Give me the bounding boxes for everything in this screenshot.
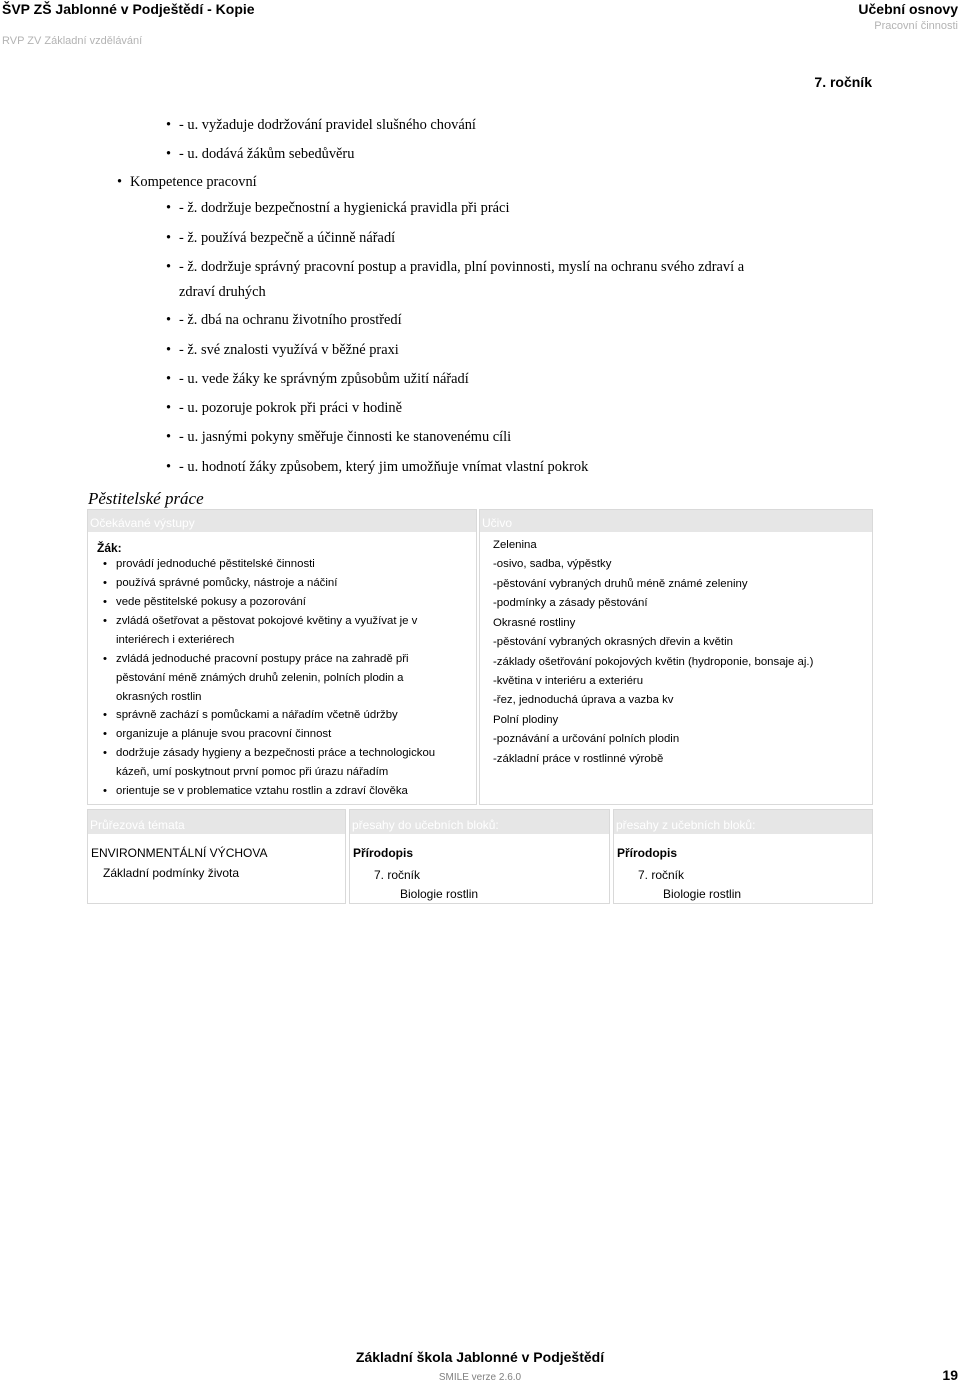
bullet-icon: • — [166, 312, 172, 328]
bullet-icon: • — [103, 709, 107, 721]
list-item: • - u. jasnými pokyny směřuje činnosti ke stanovenému cíli — [179, 425, 511, 449]
content-item: -základy ošetřování pokojových květin (hydroponie, bonsaje aj.) — [493, 656, 814, 668]
list-item: • - u. hodnotí žáky způsobem, který jim umožňuje vnímat vlastní pokrok — [179, 455, 588, 479]
section-title: Pěstitelské práce — [88, 489, 204, 508]
document-title: ŠVP ZŠ Jablonné v Podještědí - Kopie — [2, 1, 255, 17]
subject-name: Přírodopis — [617, 846, 678, 860]
overlaps-to-header: přesahy do učebních bloků: — [350, 810, 609, 834]
outcome-item: • orientuje se v problematice vztahu rostlin a zdraví člověka — [116, 782, 408, 801]
bullet-icon: • — [166, 342, 172, 358]
bullet-icon: • — [166, 146, 172, 162]
overlaps-from-header: přesahy z učebních bloků: — [614, 810, 872, 834]
content-item: -řez, jednoduchá úprava a vazba kv — [493, 694, 674, 706]
list-item: • - ž. dodržuje bezpečnostní a hygienická pravidla při práci — [179, 196, 509, 220]
outcome-item: • organizuje a plánuje svou pracovní činnost — [116, 725, 331, 744]
outcome-continuation: pěstování méně známých druhů zelenin, polních plodin a — [116, 672, 404, 684]
page-number: 19 — [942, 1367, 958, 1383]
bullet-icon: • — [117, 174, 123, 190]
outcome-continuation: kázeň, umí poskytnout první pomoc při úrazu nářadím — [116, 766, 389, 778]
outcome-item: • používá správné pomůcky, nástroje a náčiní — [116, 574, 337, 593]
bullet-icon: • — [166, 400, 172, 416]
outcome-item: • zvládá jednoduché pracovní postupy práce na zahradě při — [116, 650, 409, 669]
content-item: -pěstování vybraných druhů méně známé zeleniny — [493, 578, 748, 590]
content-item: -podmínky a zásady pěstování — [493, 597, 648, 609]
list-item: • - ž. své znalosti využívá v běžné praxi — [179, 338, 399, 362]
grade-label: 7. ročník — [814, 74, 872, 90]
bullet-icon: • — [103, 785, 107, 797]
curriculum-content-header: Učivo — [480, 510, 872, 532]
outcome-item: • vede pěstitelské pokusy a pozorování — [116, 593, 306, 612]
outcome-item: • dodržuje zásady hygieny a bezpečnosti práce a technologickou — [116, 744, 435, 763]
expected-outcomes-box — [87, 509, 477, 805]
bullet-icon: • — [166, 459, 172, 475]
subject-topic: Biologie rostlin — [663, 887, 742, 901]
content-item: Zelenina — [493, 539, 537, 551]
overlaps-to-blocks-box — [349, 809, 610, 904]
content-item: -základní práce v rostlinné výrobě — [493, 753, 664, 765]
theme-topic: Základní podmínky života — [103, 866, 240, 880]
outcome-continuation: interiérech i exteriérech — [116, 634, 235, 646]
list-item: • - u. vyžaduje dodržování pravidel slušného chování — [179, 113, 476, 137]
list-item: • - ž. dodržuje správný pracovní postup a pravidla, plní povinnosti, myslí na ochranu svého zdraví a — [179, 255, 744, 279]
bullet-icon: • — [103, 558, 107, 570]
cross-curricular-themes-box — [87, 809, 346, 904]
themes-header: Průřezová témata — [88, 810, 345, 834]
subject-topic: Biologie rostlin — [400, 887, 479, 901]
bullet-icon: • — [166, 371, 172, 387]
subject-name: Přírodopis — [353, 846, 414, 860]
subject-name: Pracovní činnosti — [874, 20, 958, 32]
bullet-icon: • — [166, 117, 172, 133]
content-item: Polní plodiny — [493, 714, 559, 726]
bullet-icon: • — [166, 200, 172, 216]
bullet-icon: • — [103, 653, 107, 665]
outcome-continuation: okrasných rostlin — [116, 691, 202, 703]
theme-name: ENVIRONMENTÁLNÍ VÝCHOVA — [91, 846, 268, 860]
bullet-icon: • — [103, 596, 107, 608]
list-item: • - ž. dbá na ochranu životního prostředí — [179, 308, 402, 332]
content-item: -květina v interiéru a exteriéru — [493, 675, 644, 687]
overlaps-from-blocks-box — [613, 809, 873, 904]
bullet-icon: • — [103, 728, 107, 740]
footer-school-name: Základní škola Jablonné v Podještědí — [355, 1349, 605, 1365]
list-item: • - u. vede žáky ke správným způsobům užití nářadí — [179, 367, 469, 391]
bullet-icon: • — [103, 577, 107, 589]
section-heading: Učební osnovy — [858, 1, 958, 17]
curriculum-content-box — [479, 509, 873, 805]
list-item: • - u. pozoruje pokrok při práci v hodině — [179, 396, 402, 420]
subject-grade: 7. ročník — [374, 868, 421, 882]
list-item: • - ž. používá bezpečně a účinně nářadí — [179, 226, 395, 250]
bullet-icon: • — [166, 230, 172, 246]
content-item: -osivo, sadba, výpěstky — [493, 558, 612, 570]
list-item: • Kompetence pracovní — [130, 170, 257, 194]
list-item: • - u. dodává žákům sebedůvěru — [179, 142, 354, 166]
subject-grade: 7. ročník — [638, 868, 685, 882]
content-item: -pěstování vybraných okrasných dřevin a květin — [493, 636, 733, 648]
expected-outcomes-header: Očekávané výstupy — [88, 510, 476, 532]
footer-version: SMILE verze 2.6.0 — [438, 1372, 522, 1383]
outcome-item: • zvládá ošetřovat a pěstovat pokojové květiny a využívat je v — [116, 612, 417, 631]
bullet-icon: • — [166, 259, 172, 275]
student-label: Žák: — [97, 541, 122, 555]
bullet-icon: • — [103, 747, 107, 759]
bullet-icon: • — [166, 429, 172, 445]
content-item: Okrasné rostliny — [493, 617, 576, 629]
outcome-item: • správně zachází s pomůckami a nářadím včetně údržby — [116, 706, 398, 725]
outcome-item: • provádí jednoduché pěstitelské činnosti — [116, 555, 315, 574]
document-subtitle: RVP ZV Základní vzdělávání — [2, 35, 143, 47]
bullet-icon: • — [103, 615, 107, 627]
content-item: -poznávání a určování polních plodin — [493, 733, 680, 745]
list-item-continuation: zdraví druhých — [179, 284, 266, 300]
